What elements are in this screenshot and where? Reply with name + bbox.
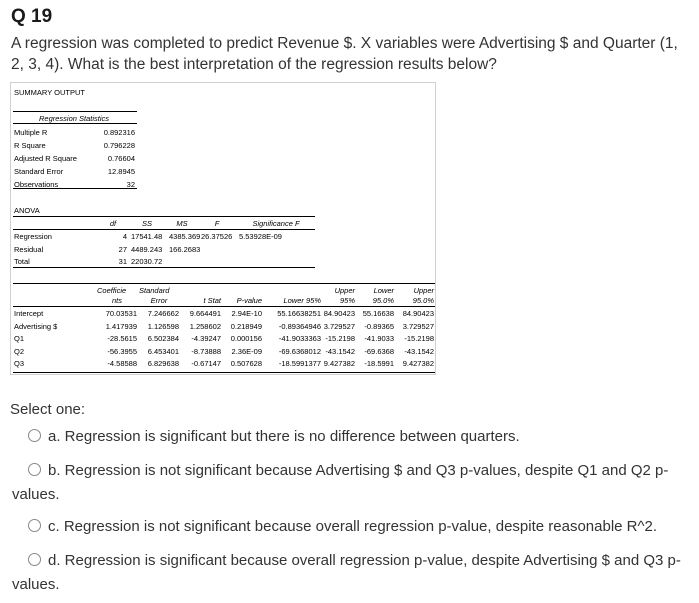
coef-value: 0.507628 — [230, 359, 262, 369]
coef-row-label: Q1 — [14, 334, 25, 344]
reg-stat-value: 0.796228 — [103, 141, 135, 150]
coef-value: 6.829638 — [147, 359, 179, 369]
coef-header: Error — [150, 296, 168, 305]
coef-header: nts — [111, 296, 122, 305]
anova-value: 4 — [122, 232, 127, 241]
coef-value: 2.36E-09 — [231, 346, 262, 356]
anova-row-label: Total — [14, 257, 30, 266]
coef-value: 1.126598 — [147, 321, 179, 331]
coef-header: Lower — [373, 286, 394, 295]
coef-value: 84.90423 — [323, 309, 355, 318]
coef-value: 0.000156 — [230, 334, 262, 344]
coef-value: -15.2198 — [404, 334, 434, 344]
coef-row-label: Advertising $ — [14, 321, 58, 331]
coef-value: 1.258602 — [189, 321, 221, 331]
coef-header: Coefficie — [97, 286, 127, 295]
anova-value: 4385.369 — [169, 232, 201, 241]
coef-value: -8.73888 — [191, 346, 221, 356]
coef-header: t Stat — [203, 296, 221, 305]
anova-value: 31 — [118, 257, 127, 266]
coef-row-label: Q3 — [14, 359, 25, 369]
coef-value: 7.246662 — [147, 309, 179, 318]
coef-header: P-value — [236, 296, 262, 305]
coef-value: 6.502384 — [147, 334, 179, 344]
coef-value: 3.729527 — [323, 321, 355, 331]
coef-value: 9.427382 — [323, 359, 355, 369]
answer-option[interactable] — [12, 549, 692, 597]
anova-value: 166.2683 — [169, 244, 201, 254]
anova-header: F — [214, 219, 220, 228]
answer-option[interactable] — [12, 459, 692, 507]
answer-option-text: c. Regression is not significant because overall regression p-value, despite reasonable R^2. — [48, 518, 658, 535]
coef-value: 84.90423 — [402, 309, 434, 318]
radio-button[interactable] — [28, 519, 41, 532]
anova-title: ANOVA — [14, 206, 40, 215]
coef-value: -0.67147 — [191, 359, 221, 369]
reg-stat-label: Adjusted R Square — [14, 154, 77, 163]
coef-value: -43.1542 — [325, 346, 355, 356]
coef-value: -69.6368 — [364, 346, 394, 356]
reg-stat-label: R Square — [14, 141, 46, 150]
coef-header: 95.0% — [372, 296, 394, 305]
anova-value: 27 — [118, 244, 127, 254]
coef-value: 1.417939 — [105, 321, 137, 331]
reg-stat-value: 12.8945 — [107, 167, 135, 176]
select-one-label: Select one: — [10, 401, 86, 418]
question-text: A regression was completed to predict Revenue $. X variables were Advertising $ and Quarter (1, 2, 3, 4). What is the best interpretation of the regression results below? — [11, 35, 678, 73]
coef-value: -0.89365 — [364, 321, 394, 331]
coef-value: 55.16638251 — [277, 309, 321, 318]
coef-value: -28.5615 — [107, 334, 137, 344]
coef-value: -18.5991 — [364, 359, 394, 369]
answer-option[interactable] — [12, 515, 692, 539]
anova-header: Significance F — [252, 219, 300, 228]
anova-value: 17541.48 — [131, 232, 163, 241]
coef-value: -41.9033363 — [278, 334, 321, 344]
reg-stat-label: Standard Error — [14, 167, 64, 176]
coef-header: Lower 95% — [283, 296, 321, 305]
answer-option[interactable] — [12, 425, 692, 449]
coef-value: -0.89364946 — [278, 321, 321, 331]
coef-value: 70.03531 — [105, 309, 137, 318]
anova-header: MS — [176, 219, 188, 228]
coef-value: 9.664491 — [189, 309, 221, 318]
radio-button[interactable] — [28, 429, 41, 442]
coef-value: -56.3955 — [107, 346, 137, 356]
coef-value: -4.58588 — [107, 359, 137, 369]
regression-statistics-title: Regression Statistics — [38, 114, 110, 123]
coef-row-label: Q2 — [14, 346, 25, 356]
coef-row-label: Intercept — [14, 309, 44, 318]
radio-button[interactable] — [28, 553, 41, 566]
reg-stat-label: Observations — [14, 180, 59, 189]
reg-stat-value: 0.76604 — [107, 154, 135, 163]
coef-header: 95% — [339, 296, 355, 305]
summary-output-header: SUMMARY OUTPUT — [14, 88, 85, 97]
reg-stat-value: 32 — [126, 180, 135, 189]
question-title: Q 19 — [11, 6, 53, 27]
answer-option-text: b. Regression is not significant because Advertising $ and Q3 p-values, despite Q1 and Q2 p-values. — [12, 462, 669, 503]
answer-option-text: a. Regression is significant but there is no difference between quarters. — [48, 428, 520, 445]
coef-header: 95.0% — [412, 296, 434, 305]
reg-stat-label: Multiple R — [14, 128, 48, 137]
coef-value: -41.9033 — [364, 334, 394, 344]
anova-value: 22030.72 — [131, 257, 163, 266]
coef-value: -18.5991377 — [278, 359, 321, 369]
answer-option-text: d. Regression is significant because overall regression p-value, despite Advertising $ and Q3 p-values. — [12, 552, 681, 593]
regression-output-image — [10, 82, 436, 375]
coef-value: -15.2198 — [325, 334, 355, 344]
coef-value: -4.39247 — [191, 334, 221, 344]
coef-header: Standard — [139, 286, 170, 295]
anova-row-label: Regression — [14, 232, 52, 241]
coef-value: 55.16638 — [362, 309, 394, 318]
anova-header: df — [109, 219, 117, 228]
reg-stat-value: 0.892316 — [103, 128, 135, 137]
coef-value: 2.94E-10 — [231, 309, 262, 318]
anova-value: 4489.243 — [131, 244, 163, 254]
coef-value: 6.453401 — [147, 346, 179, 356]
coef-value: 0.218949 — [230, 321, 262, 331]
coef-value: -69.6368012 — [278, 346, 321, 356]
anova-value: 5.53928E-09 — [239, 232, 282, 241]
anova-value: 26.37526 — [201, 232, 233, 241]
anova-header: SS — [141, 219, 152, 228]
coef-value: 9.427382 — [402, 359, 434, 369]
coef-value: -43.1542 — [404, 346, 434, 356]
anova-row-label: Residual — [14, 244, 44, 254]
coef-header: Upper — [413, 286, 434, 295]
radio-button[interactable] — [28, 463, 41, 476]
coef-header: Upper — [334, 286, 355, 295]
coef-value: 3.729527 — [402, 321, 434, 331]
